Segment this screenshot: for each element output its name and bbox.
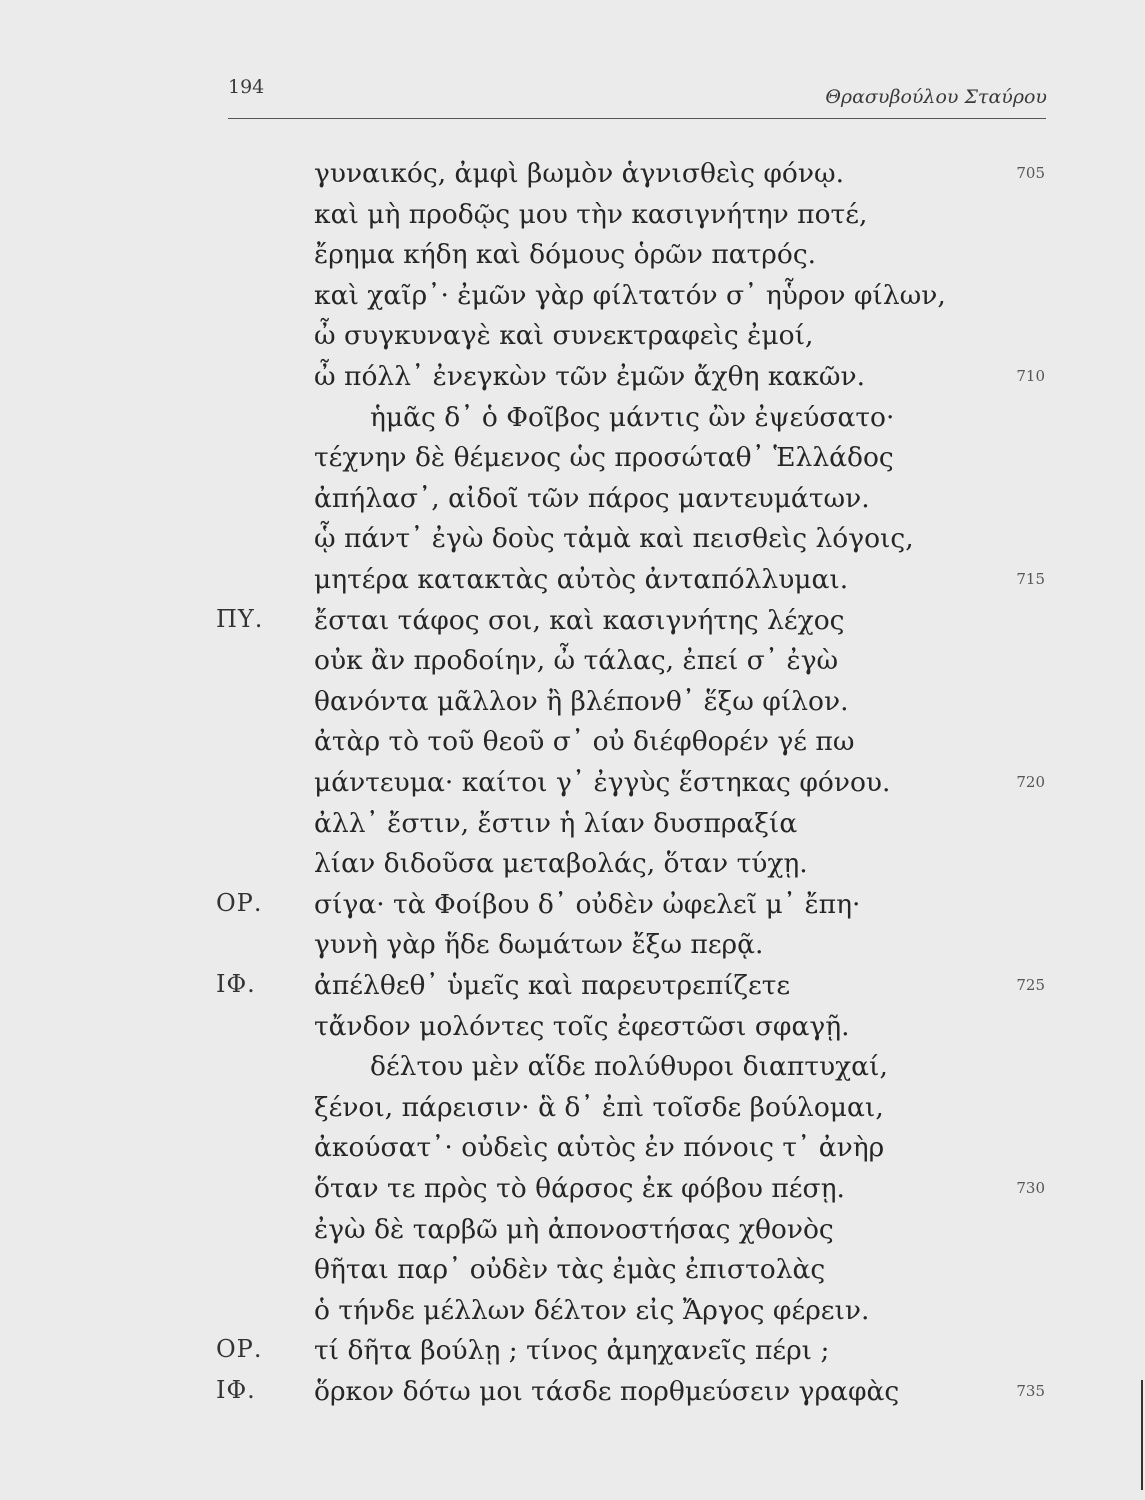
verse-line (0, 1092, 1145, 1132)
verse-text: ἔσται τάφος σοι, καὶ κασιγνήτης λέχος (314, 604, 845, 636)
verse-text: ἀπέλθεθ᾽ ὑμεῖς καὶ παρευτρεπίζετε (314, 970, 791, 1001)
verse-line (0, 929, 1145, 969)
verse-line (0, 564, 1145, 604)
line-number: 705 (1016, 164, 1045, 182)
margin-mark (1141, 1380, 1143, 1490)
page-number: 194 (228, 76, 265, 98)
verse-line (0, 1214, 1145, 1254)
verse-text: οὐκ ἂν προδοίην, ὦ τάλας, ἐπεί σ᾽ ἐγὼ (314, 645, 839, 677)
verse-line (0, 605, 1145, 645)
verse-text: δέλτου μὲν αἵδε πολύθυροι διαπτυχαί, (370, 1051, 888, 1083)
verse-line (0, 645, 1145, 685)
verse-text: ὦ συγκυναγὲ καὶ συνεκτραφεὶς ἐμοί, (314, 320, 814, 352)
verse-line (0, 280, 1145, 320)
verse-text: ἐγὼ δὲ ταρβῶ μὴ ἀπονοστήσας χθονὸς (314, 1213, 834, 1245)
verse-line (0, 848, 1145, 888)
verse-text: ὦ πόλλ᾽ ἐνεγκὼν τῶν ἐμῶν ἄχθη κακῶν. (314, 361, 866, 392)
line-number: 710 (1016, 367, 1045, 385)
verse-text: ᾧ πάντ᾽ ἐγὼ δοὺς τἀμὰ καὶ πεισθεὶς λόγοις, (314, 523, 914, 555)
line-number: 730 (1016, 1179, 1045, 1197)
verse-text: καὶ χαῖρ᾽· ἐμῶν γὰρ φίλτατόν σ᾽ ηὗρον φίλων, (314, 279, 946, 311)
verse-line (0, 199, 1145, 239)
line-number: 725 (1016, 976, 1045, 994)
verse-text: λίαν διδοῦσα μεταβολάς, ὅταν τύχῃ. (314, 848, 808, 880)
verse-line (0, 686, 1145, 726)
verse-line (0, 889, 1145, 929)
verse-line (0, 1173, 1145, 1213)
verse-text: μητέρα κατακτὰς αὐτὸς ἀνταπόλλυμαι. (314, 564, 849, 595)
verse-line (0, 239, 1145, 279)
verse-text: ὁ τήνδε μέλλων δέλτον εἰς Ἄργος φέρειν. (314, 1294, 870, 1326)
verse-line (0, 808, 1145, 848)
verse-text: ὅταν τε πρὸς τὸ θάρσος ἐκ φόβου πέσῃ. (314, 1173, 845, 1204)
verse-text: ἀκούσατ᾽· οὐδεὶς αὑτὸς ἐν πόνοις τ᾽ ἀνὴρ (314, 1132, 885, 1164)
verse-line (0, 970, 1145, 1010)
line-number: 720 (1016, 773, 1045, 791)
speaker-label: ΟΡ. (216, 1335, 263, 1364)
speaker-label: ΙΦ. (216, 1376, 256, 1404)
verse-text: θῆται παρ᾽ οὐδὲν τὰς ἐμὰς ἐπιστολὰς (314, 1254, 826, 1286)
verse-line (0, 1335, 1145, 1375)
verse-text: ἔρημα κήδη καὶ δόμους ὁρῶν πατρός. (314, 239, 817, 271)
line-number: 735 (1016, 1382, 1045, 1400)
verse-line (0, 320, 1145, 360)
line-number: 715 (1016, 570, 1045, 588)
verse-line (0, 361, 1145, 401)
verse-text: γυναικός, ἀμφὶ βωμὸν ἁγνισθεὶς φόνῳ. (314, 158, 844, 189)
verse-line (0, 523, 1145, 563)
verse-line (0, 1295, 1145, 1335)
verse-line (0, 1254, 1145, 1294)
running-head: Θρασυβούλου Σταύρου (825, 86, 1047, 108)
verse-line (0, 767, 1145, 807)
verse-text: θανόντα μᾶλλον ἢ βλέπονθ᾽ ἕξω φίλον. (314, 685, 849, 717)
verse-text: ἀλλ᾽ ἔστιν, ἔστιν ἡ λίαν δυσπραξία (314, 807, 798, 839)
verse-text: τέχνην δὲ θέμενος ὡς προσώταθ᾽ Ἑλλάδος (314, 442, 894, 474)
verse-line (0, 442, 1145, 482)
verse-text: μάντευμα· καίτοι γ᾽ ἐγγὺς ἕστηκας φόνου. (314, 767, 891, 798)
verse-line (0, 402, 1145, 442)
verse-line (0, 1051, 1145, 1091)
verse-text: ὅρκον δότω μοι τάσδε πορθμεύσειν γραφὰς (314, 1376, 900, 1407)
verse-text: ἡμᾶς δ᾽ ὁ Φοῖβος μάντις ὢν ἐψεύσατο· (370, 401, 895, 433)
verse-text: ἀπήλασ᾽, αἰδοῖ τῶν πάρος μαντευμάτων. (314, 482, 870, 514)
verse-text: ἀτὰρ τὸ τοῦ θεοῦ σ᾽ οὐ διέφθορέν γέ πω (314, 726, 855, 758)
verse-line (0, 483, 1145, 523)
speaker-label: ΠΥ. (216, 604, 264, 633)
speaker-label: ΟΡ. (216, 888, 263, 917)
verse-line (0, 1132, 1145, 1172)
verse-text: γυνὴ γὰρ ἥδε δωμάτων ἔξω περᾷ. (314, 929, 764, 961)
verse-line (0, 1011, 1145, 1051)
verse-text: ξένοι, πάρεισιν· ἃ δ᾽ ἐπὶ τοῖσδε βούλομαι, (314, 1091, 884, 1123)
verse-text: τί δῆτα βούλῃ ; τίνος ἀμηχανεῖς πέρι ; (314, 1335, 830, 1367)
verse-text: καὶ μὴ προδῷς μου τὴν κασιγνήτην ποτέ, (314, 198, 868, 230)
verse-text: σίγα· τὰ Φοίβου δ᾽ οὐδὲν ὠφελεῖ μ᾽ ἔπη· (314, 888, 861, 920)
verse-text: τἄνδον μολόντες τοῖς ἐφεστῶσι σφαγῇ. (314, 1010, 850, 1042)
verse-line (0, 158, 1145, 198)
verse-line (0, 1376, 1145, 1416)
verse-line (0, 726, 1145, 766)
speaker-label: ΙΦ. (216, 970, 256, 998)
